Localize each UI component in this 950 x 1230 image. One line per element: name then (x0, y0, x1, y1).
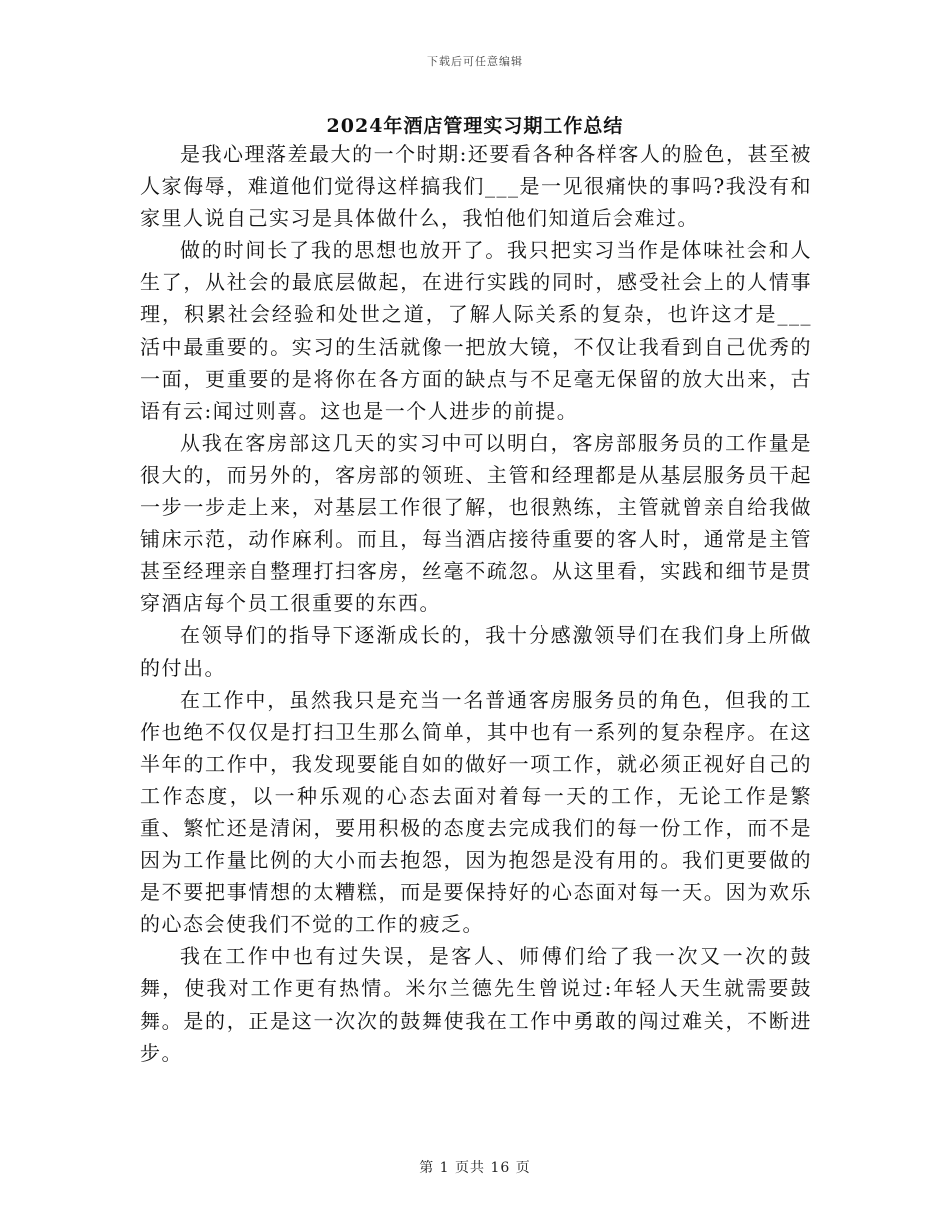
document-title: 2024年酒店管理实习期工作总结 (326, 115, 624, 137)
document-body (140, 138, 812, 1069)
paragraph-4: 在领导们的指导下逐渐成长的，我十分感激领导们在我们身上所做的付出。 (140, 623, 812, 680)
paragraph-3: 从我在客房部这几天的实习中可以明白，客房部服务员的工作量是很大的，而另外的，客房部的领班、主管和经理都是从基层服务员干起一步一步走上来，对基层工作很了解，也很熟练，主管就曾亲自给我做铺床示范，动作麻利。而且，每当酒店接待重要的客人时，通常是主管甚至经理亲自整理打扫客房，丝毫不疏忽。从这里看，实践和细节是贯穿酒店每个员工很重要的东西。 (140, 430, 812, 616)
paragraph-6: 我在工作中也有过失误，是客人、师傅们给了我一次又一次的鼓舞，使我对工作更有热情。米尔兰德先生曾说过:年轻人天生就需要鼓舞。是的，正是这一次次的鼓舞使我在工作中勇敢的闯过难关，不断进步。 (140, 944, 812, 1065)
paragraph-5: 在工作中，虽然我只是充当一名普通客房服务员的角色，但我的工作也绝不仅仅是打扫卫生那么简单，其中也有一系列的复杂程序。在这半年的工作中，我发现要能自如的做好一项工作，就必须正视好自己的工作态度，以一种乐观的心态去面对着每一天的工作，无论工作是繁重、繁忙还是清闲，要用积极的态度去完成我们的每一份工作，而不是因为工作量比例的大小而去抱怨，因为抱怨是没有用的。我们更要做的是不要把事情想的太糟糕，而是要保持好的心态面对每一天。因为欢乐的心态会使我们不觉的工作的疲乏。 (140, 687, 812, 937)
page-number: 第 1 页共 16 页 (419, 1160, 531, 1176)
paragraph-2: 做的时间长了我的思想也放开了。我只把实习当作是体味社会和人生了，从社会的最底层做起，在进行实践的同时，感受社会上的人情事理，积累社会经验和处世之道，了解人际关系的复杂，也许这才是___活中最重要的。实习的生活就像一把放大镜，不仅让我看到自己优秀的一面，更重要的是将你在各方面的缺点与不足毫无保留的放大出来，古语有云:闻过则喜。这也是一个人进步的前提。 (140, 238, 812, 423)
paragraph-1: 是我心理落差最大的一个时期:还要看各种各样客人的脸色，甚至被人家侮辱，难道他们觉得这样搞我们___是一见很痛快的事吗?我没有和家里人说自己实习是具体做什么，我怕他们知道后会难过。 (140, 142, 812, 231)
header-note: 下载后可任意编辑 (427, 55, 523, 68)
